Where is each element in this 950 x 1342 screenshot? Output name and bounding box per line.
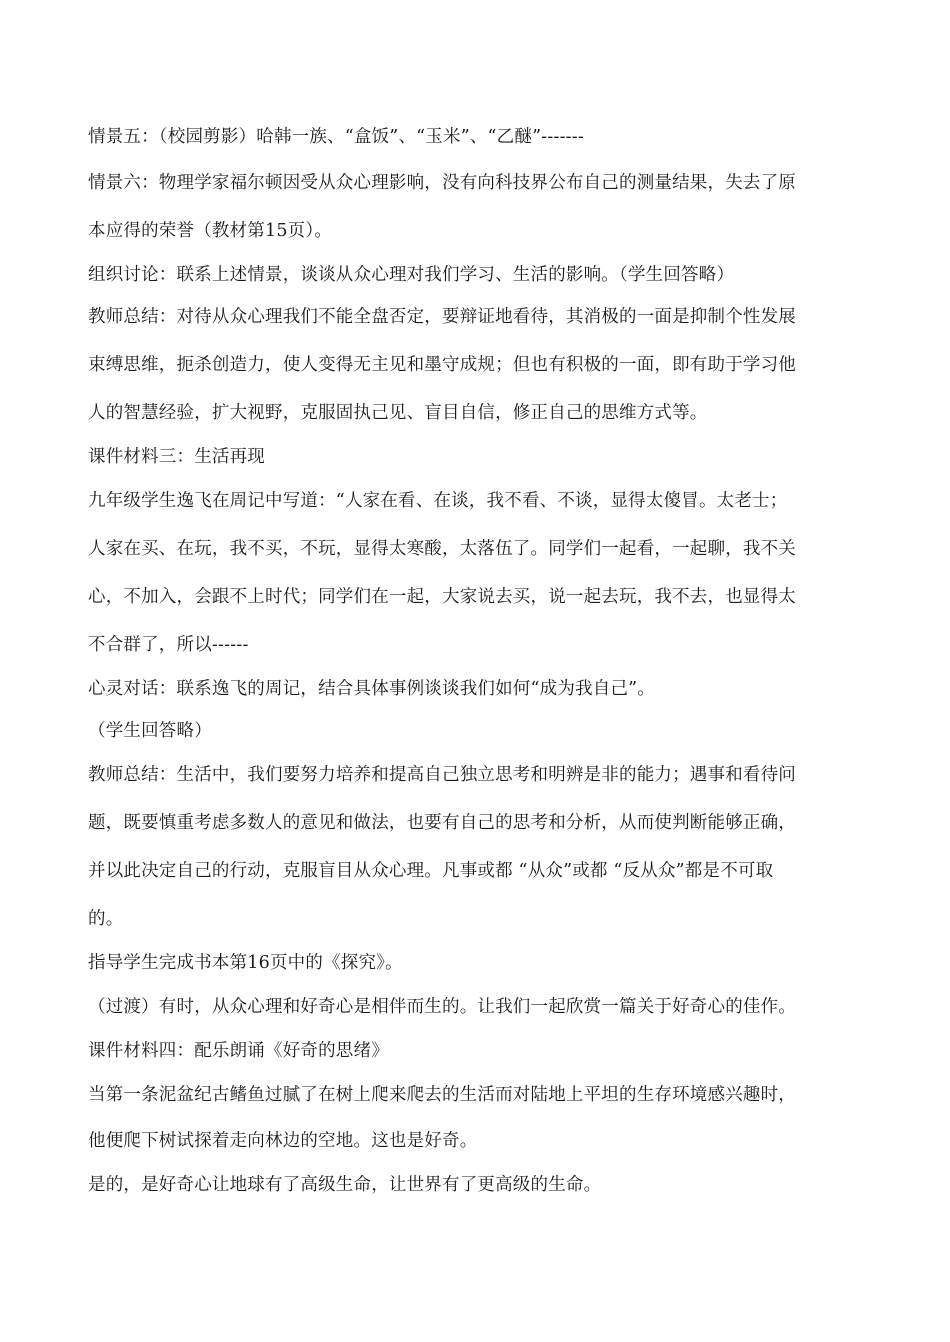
transition-line: （过渡）有时，从众心理和好奇心是相伴而生的。让我们一起欣赏一篇关于好奇心的佳作。 [88,997,796,1017]
teacher-summary-1: 教师总结：对待从众心理我们不能全盘否定，要辩证地看待，其消极的一面是抑制个性发展 [88,307,796,327]
discussion-line: 组织讨论：联系上述情景，谈谈从众心理对我们学习、生活的影响。（学生回答略） [88,265,735,285]
teacher-summary-1-cont2: 人的智慧经验，扩大视野，克服固执己见、盲目自信，修正自己的思维方式等。 [88,403,708,423]
material-three-heading: 课件材料三：生活再现 [88,447,265,467]
poem-line-1: 当第一条泥盆纪古鳍鱼过腻了在树上爬来爬去的生活而对陆地上平坦的生存环境感兴趣时， [88,1085,796,1105]
diary-line-cont: 人家在买、在玩，我不买，不玩，显得太寒酸，太落伍了。同学们一起看，一起聊，我不关 [88,539,796,559]
teacher-summary-2-cont3: 的。 [88,909,124,929]
guide-explore-line: 指导学生完成书本第16页中的《探究》。 [88,953,403,973]
student-answer-note: （学生回答略） [88,721,212,741]
scene-six-line: 情景六：物理学家福尔顿因受从众心理影响，没有向科技界公布自己的测量结果，失去了原 [88,173,796,193]
poem-line-3: 是的，是好奇心让地球有了高级生命，让世界有了更高级的生命。 [88,1175,602,1195]
diary-line-cont3: 不合群了，所以------ [88,635,249,655]
scene-six-line-cont: 本应得的荣誉（教材第15页）。 [88,221,333,241]
teacher-summary-2-cont: 题，既要慎重考虑多数人的意见和做法，也要有自己的思考和分析，从而使判断能够正确， [88,813,796,833]
heart-dialogue-line: 心灵对话：联系逸飞的周记，结合具体事例谈谈我们如何“成为我自己”。 [88,679,655,699]
poem-line-2: 他便爬下树试探着走向林边的空地。这也是好奇。 [88,1131,478,1151]
teacher-summary-2: 教师总结：生活中，我们要努力培养和提高自己独立思考和明辨是非的能力；遇事和看待问 [88,765,796,785]
scene-five-line: 情景五：（校园剪影）哈韩一族、“盒饭”、“玉米”、“乙醚”------- [88,127,585,147]
teacher-summary-1-cont: 束缚思维，扼杀创造力，使人变得无主见和墨守成规；但也有积极的一面，即有助于学习他 [88,355,796,375]
teacher-summary-2-cont2: 并以此决定自己的行动，克服盲目从众心理。凡事或都 “从众”或都 “反从众”都是不可取 [88,861,774,881]
material-four-heading: 课件材料四：配乐朗诵《好奇的思绪》 [88,1041,389,1061]
diary-line: 九年级学生逸飞在周记中写道：“人家在看、在谈，我不看、不谈，显得太傻冒。太老士； [88,491,788,511]
diary-line-cont2: 心，不加入，会跟不上时代；同学们在一起，大家说去买，说一起去玩，我不去，也显得太 [88,587,796,607]
